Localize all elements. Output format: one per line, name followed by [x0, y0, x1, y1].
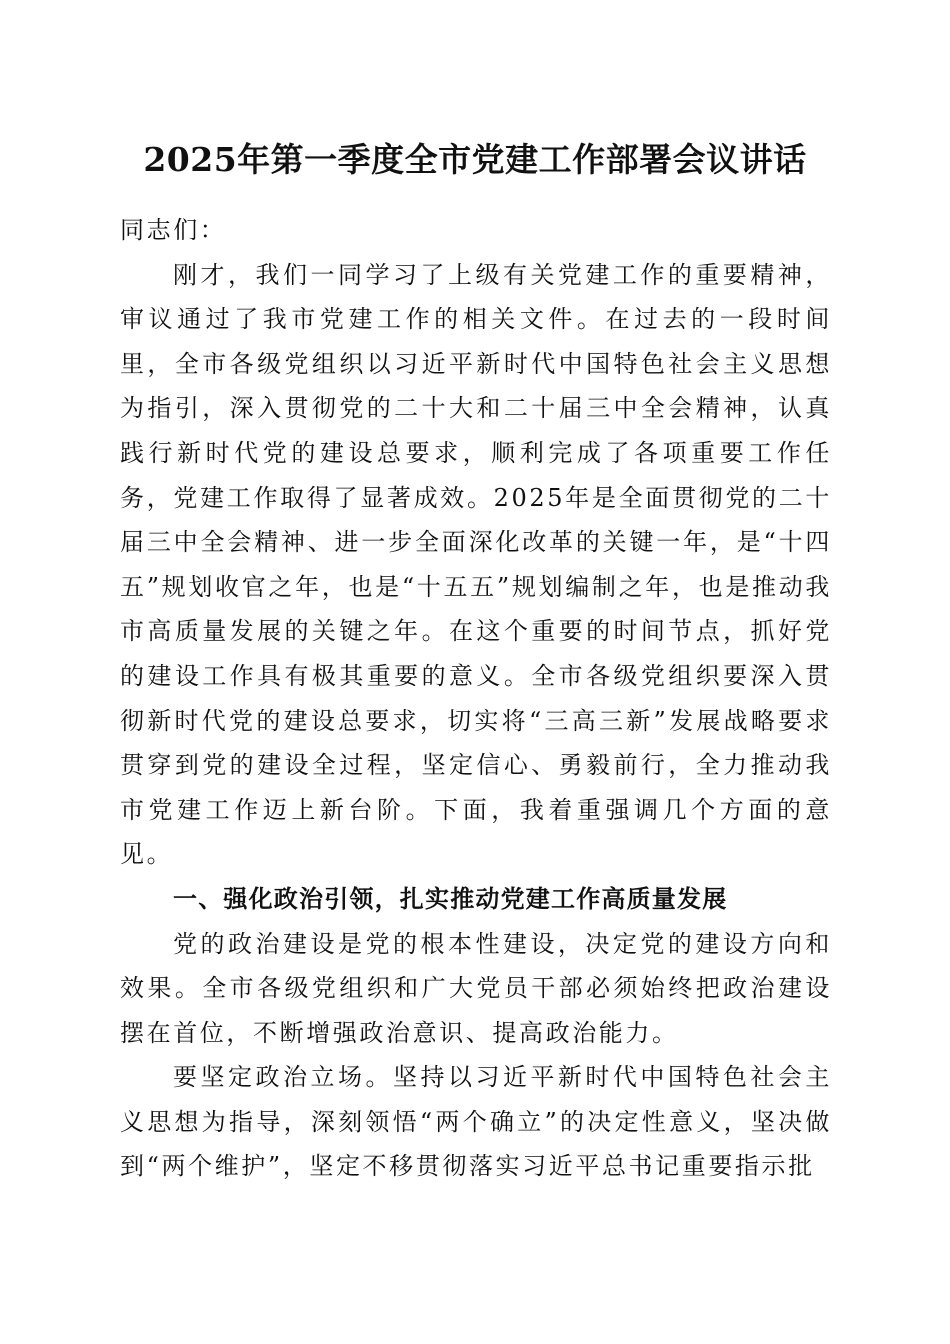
document-title: 2025年第一季度全市党建工作部署会议讲话 [143, 140, 807, 179]
document-body [120, 208, 832, 1189]
section-1-paragraph-2: 要坚定政治立场。坚持以习近平新时代中国特色社会主义思想为指导，深刻领悟“两个确立”的决定性意义，坚决做到“两个维护”，坚定不移贯彻落实习近平总书记重要指示批 [120, 1063, 832, 1181]
intro-paragraph: 刚才，我们一同学习了上级有关党建工作的重要精神，审议通过了我市党建工作的相关文件。在过去的一段时间里，全市各级党组织以习近平新时代中国特色社会主义思想为指引，深入贯彻党的二十大和二十届三中全会精神，认真践行新时代党的建设总要求，顺利完成了各项重要工作任务，党建工作取得了显著成效。2025年是全面贯彻党的二十届三中全会精神、进一步全面深化改革的关键一年，是“十四五”规划收官之年，也是“十五五”规划编制之年，也是推动我市高质量发展的关键之年。在这个重要的时间节点，抓好党的建设工作具有极其重要的意义。全市各级党组织要深入贯彻新时代党的建设总要求，切实将“三高三新”发展战略要求贯穿到党的建设全过程，坚定信心、勇毅前行，全力推动我市党建工作迈上新台阶。下面，我着重强调几个方面的意见。 [120, 260, 832, 869]
section-1-paragraph-1: 党的政治建设是党的根本性建设，决定党的建设方向和效果。全市各级党组织和广大党员干部必须始终把政治建设摆在首位，不断增强政治意识、提高政治能力。 [120, 929, 832, 1047]
section-heading-1: 一、强化政治引领，扎实推动党建工作高质量发展 [173, 884, 728, 913]
salutation: 同志们： [120, 216, 227, 244]
